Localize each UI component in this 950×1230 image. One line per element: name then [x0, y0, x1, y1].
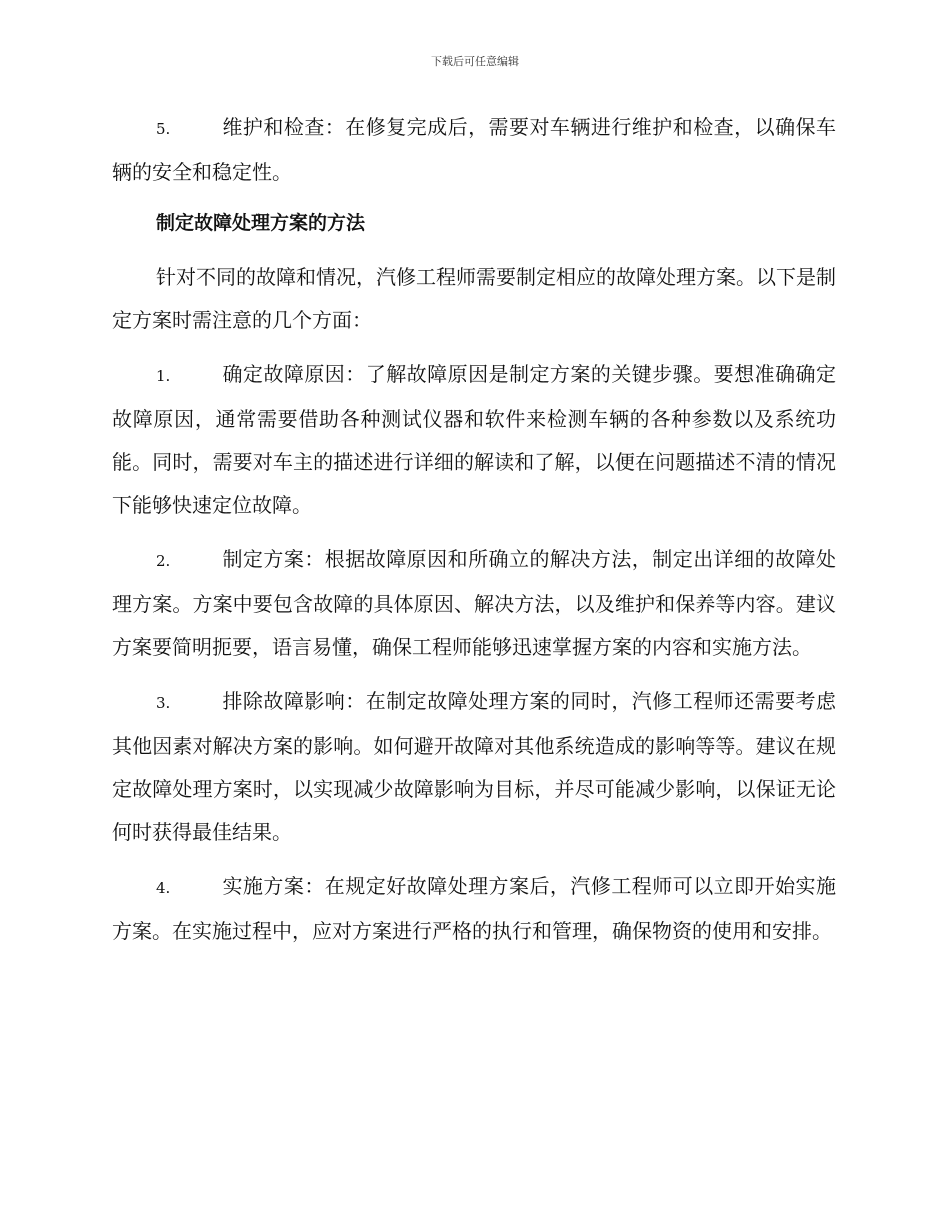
list-number: 3. — [156, 694, 171, 712]
page-header: 下载后可任意编辑 — [431, 55, 519, 68]
list-item-2 — [112, 538, 836, 669]
list-item-4 — [112, 865, 836, 953]
list-number: 1. — [156, 367, 171, 385]
document-body — [112, 106, 836, 964]
list-number: 2. — [156, 552, 171, 570]
list-text: 确定故障原因：了解故障原因是制定方案的关键步骤。要想准确确定故障原因，通常需要借助各种测试仪器和软件来检测车辆的各种参数以及系统功能。同时，需要对车主的描述进行详细的解读和了解，以便在问题描述不清的情况下能够快速定位故障。 — [112, 362, 836, 517]
list-text: 维护和检查：在修复完成后，需要对车辆进行维护和检查，以确保车辆的安全和稳定性。 — [112, 115, 836, 184]
list-text: 实施方案：在规定好故障处理方案后，汽修工程师可以立即开始实施方案。在实施过程中，应对方案进行严格的执行和管理，确保物资的使用和安排。 — [112, 874, 836, 943]
intro-paragraph: 针对不同的故障和情况，汽修工程师需要制定相应的故障处理方案。以下是制定方案时需注意的几个方面： — [112, 265, 836, 332]
list-item-5 — [112, 106, 836, 194]
list-item-1 — [112, 353, 836, 527]
list-number: 4. — [156, 879, 171, 897]
section-heading: 制定故障处理方案的方法 — [156, 212, 366, 234]
list-item-3 — [112, 680, 836, 854]
list-text: 制定方案：根据故障原因和所确立的解决方法，制定出详细的故障处理方案。方案中要包含故障的具体原因、解决方法，以及维护和保养等内容。建议方案要简明扼要，语言易懂，确保工程师能够迅速掌握方案的内容和实施方法。 — [112, 547, 836, 659]
list-number: 5. — [156, 120, 171, 138]
list-text: 排除故障影响：在制定故障处理方案的同时，汽修工程师还需要考虑其他因素对解决方案的影响。如何避开故障对其他系统造成的影响等等。建议在规定故障处理方案时，以实现减少故障影响为目标，并尽可能减少影响，以保证无论何时获得最佳结果。 — [112, 689, 836, 844]
